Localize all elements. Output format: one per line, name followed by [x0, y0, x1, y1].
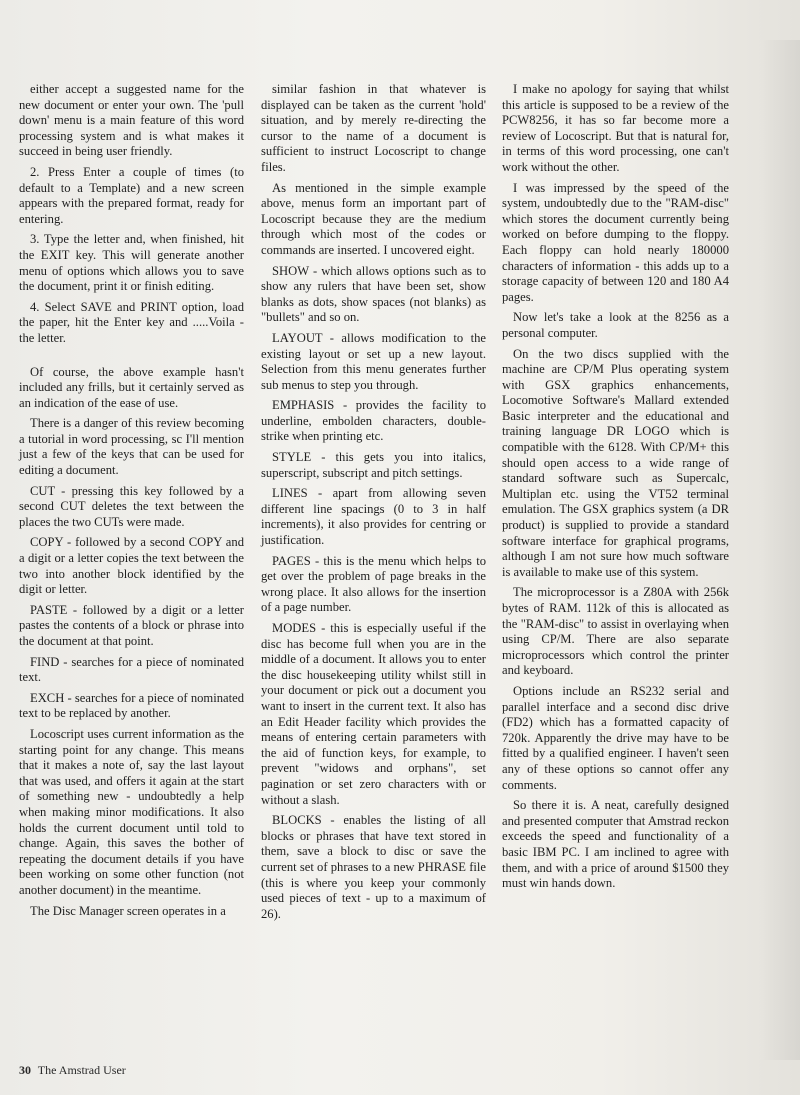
paragraph: LINES - apart from allowing seven different line spacings (0 to 3 in half increments), it also provides for centring or justification.: [261, 486, 486, 548]
paragraph: Locoscript uses current information as the starting point for any change. This means that it makes a note of, say the last layout that was used, and offers it again at the start of something new - undoubtedly a help when making minor modifications. It also holds the current document until told to change. Again, this saves the bother of repeating the document details if you have been working on some other function (not another document) in the meantime.: [19, 726, 244, 897]
paragraph: PASTE - followed by a digit or a letter pastes the contents of a block or phrase into the document at that point.: [19, 602, 244, 648]
text-column-1: [19, 82, 244, 924]
paragraph: 3. Type the letter and, when finished, hit the EXIT key. This will generate another menu of options which allows you to save the document, print it or finish editing.: [19, 232, 244, 294]
text-column-3: [502, 82, 729, 897]
paragraph: The microprocessor is a Z80A with 256k bytes of RAM. 112k of this is allocated as the "RAM-disc" to assist in overlaying when using CP/M. There are also separate microprocessors which control the printer and keyboard.: [502, 585, 729, 678]
paragraph: 2. Press Enter a couple of times (to default to a Template) and a new screen appears with the prepared format, ready for entering.: [19, 164, 244, 226]
paragraph: STYLE - this gets you into italics, superscript, subscript and pitch settings.: [261, 450, 486, 480]
page-number: 30: [19, 1063, 31, 1077]
paragraph: either accept a suggested name for the new document or enter your own. The 'pull down' menu is a main feature of this word processing system and is what makes it succeed in being user friendly.: [19, 82, 244, 159]
paragraph: BLOCKS - enables the listing of all blocks or phrases that have text stored in them, save a block to disc or save the current set of phrases to a new PHRASE file (this is where you keep your commonly used pieces of text - up to a maximum of 26).: [261, 813, 486, 921]
paragraph: LAYOUT - allows modification to the existing layout or set up a new layout. Selection from this menu generates further sub menus to step you through.: [261, 330, 486, 392]
paragraph: COPY - followed by a second COPY and a digit or a letter copies the text between the two into another block identified by the digit or letter.: [19, 535, 244, 597]
paragraph: MODES - this is especially useful if the disc has become full when you are in the middle of a document. It allows you to enter the disc housekeeping utility whilst still in your document or pick out a document you want to insert in the current text. It also has an Edit Header facility which provides the means of entering certain parameters with the aid of function keys, for example, to prevent "widows and orphans", set pagination or set zero characters with or without a slash.: [261, 621, 486, 807]
page-edge-shadow: [760, 40, 800, 1060]
paragraph: I was impressed by the speed of the system, undoubtedly due to the "RAM-disc" which stores the document currently being worked on before dumping to the floppy. Each floppy can hold nearly 180000 characters of information - this adds up to a storage capacity of between 120 and 180 A4 pages.: [502, 180, 729, 304]
paragraph: CUT - pressing this key followed by a second CUT deletes the text between the places the two CUTs were made.: [19, 483, 244, 529]
paragraph: The Disc Manager screen operates in a: [30, 903, 226, 918]
paragraph: EXCH - searches for a piece of nominated text to be replaced by another.: [19, 690, 244, 721]
paragraph: There is a danger of this review becoming a tutorial in word processing, sc I'll mention just a few of the keys that can be used for editing a document.: [19, 416, 244, 478]
paragraph: I make no apology for saying that whilst this article is supposed to be a review of the PCW8256, it has so far become more a review of Locoscript. But that is natural for, in terms of this word processing, one can't work without the other.: [502, 82, 729, 174]
paragraph: On the two discs supplied with the machine are CP/M Plus operating system with GSX graphics enhancements, Locomotive Software's Mallard extended Basic interpreter and the educational and training language DR LOGO which is compatible with the 6128. With CP/M+ this should open access to a wide range of standard software such as Supercalc, Multiplan etc. using the VT52 terminal emulation. The GSX graphics system (a DR product) is supplied to provide a standard software interface for graphical programs, although I am not sure how much software is available to make use of this system.: [502, 346, 729, 579]
paragraph: SHOW - which allows options such as to show any rulers that have been set, show blanks as dots, show spaces (not blanks) as "bullets" and so on.: [261, 263, 486, 325]
publication-name: The Amstrad User: [37, 1063, 126, 1077]
paragraph: PAGES - this is the menu which helps to get over the problem of page breaks in the wrong place. It also allows for the insertion of a page number.: [261, 553, 486, 615]
paragraph: Now let's take a look at the 8256 as a personal computer.: [502, 310, 729, 340]
text-column-2: [261, 82, 486, 927]
paragraph: So there it is. A neat, carefully designed and presented computer that Amstrad reckon exceeds the speed and functionality of a basic IBM PC. I am inclined to agree with them, and with a price of around $1500 they must win hands down.: [502, 798, 729, 891]
paragraph: EMPHASIS - provides the facility to underline, embolden characters, double-strike when printing etc.: [261, 398, 486, 444]
paragraph: FIND - searches for a piece of nominated text.: [19, 654, 244, 685]
paragraph: similar fashion in that whatever is displayed can be taken as the current 'hold' situation, and by merely re-directing the cursor to the name of a document is sufficient to instruct Locoscript to change files.: [261, 82, 486, 174]
page-footer: [19, 1063, 126, 1078]
paragraph: 4. Select SAVE and PRINT option, load the paper, hit the Enter key and .....Voila - the letter.: [19, 299, 244, 345]
paragraph: Options include an RS232 serial and parallel interface and a second disc drive (FD2) which has a formatted capacity of 720k. Apparently the drive may have to be fitted by a qualified engineer. I haven't seen any of these options so cannot offer any comments.: [502, 683, 729, 792]
paragraph: As mentioned in the simple example above, menus form an important part of Locoscript because they are the medium through which most of the codes or commands are inserted. I uncovered eight.: [261, 180, 486, 257]
paragraph: Of course, the above example hasn't included any frills, but it certainly served as an indication of the ease of use.: [19, 364, 244, 410]
